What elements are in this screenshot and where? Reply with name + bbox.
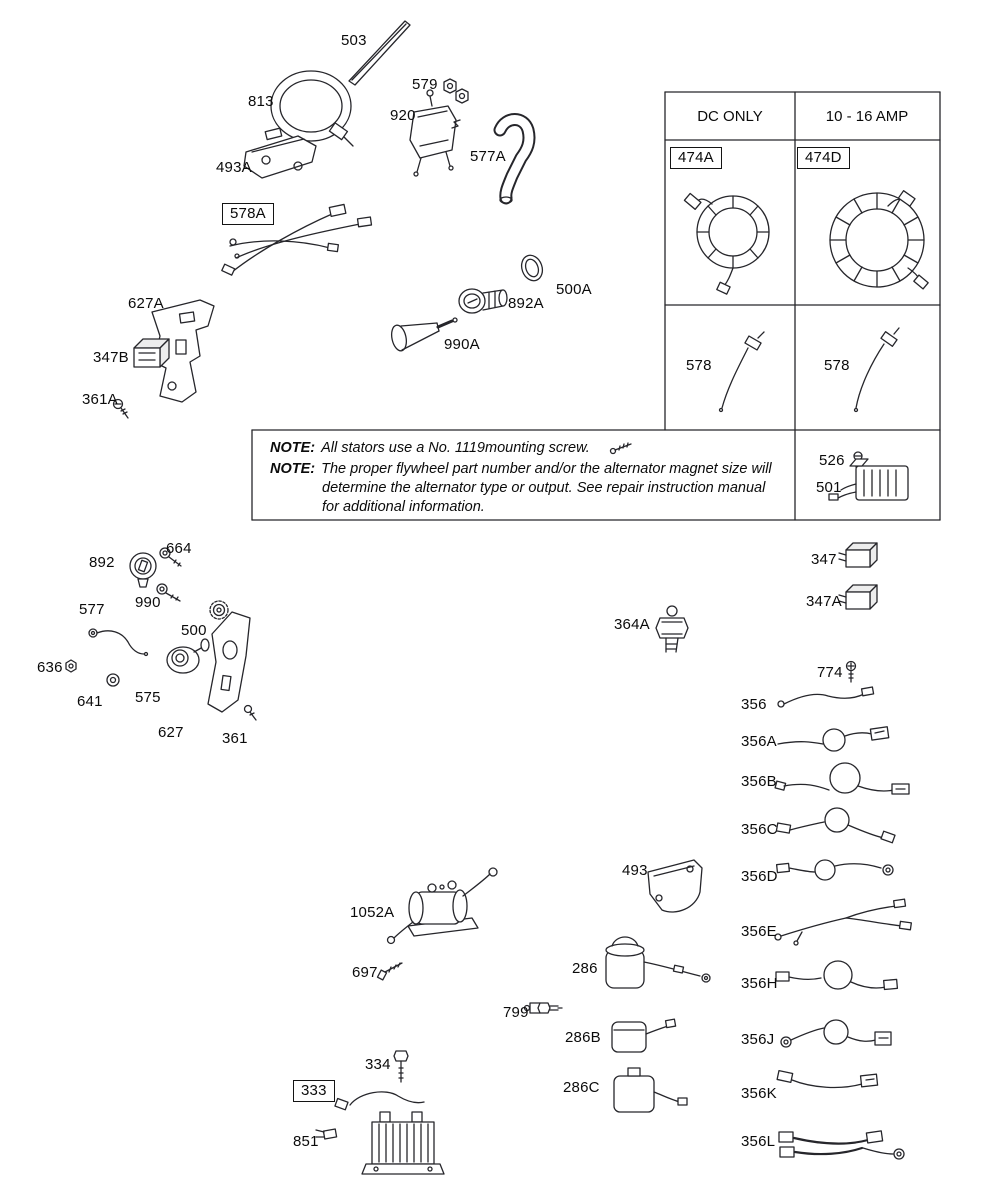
- part-label-627A: 627A: [128, 295, 164, 312]
- clip-851-illustration: [316, 1129, 337, 1139]
- note-stators-text: All stators use a No. 1119mounting screw.: [321, 440, 590, 456]
- part-label-333: 333: [293, 1080, 335, 1102]
- note-flywheel-text3: for additional information.: [322, 499, 485, 515]
- ring-500A-illustration: [518, 252, 546, 283]
- screw-icon: [611, 443, 632, 454]
- clamp-813-illustration: [271, 71, 353, 146]
- wire-356E-illustration: [775, 899, 911, 945]
- part-label-636: 636: [37, 659, 63, 676]
- washer-641-illustration: [107, 674, 119, 686]
- wire-356C-illustration: [776, 808, 895, 843]
- part-label-356A: 356A: [741, 733, 777, 750]
- part-label-578-dc: 578: [686, 357, 712, 374]
- wire-356D-illustration: [777, 860, 893, 880]
- note-label: NOTE:: [270, 461, 316, 477]
- part-label-347B: 347B: [93, 349, 129, 366]
- spark-plug-799-illustration: [525, 1003, 563, 1013]
- wire-356H-illustration: [776, 961, 897, 990]
- wire-356L-illustration: [779, 1131, 904, 1159]
- part-label-664: 664: [166, 540, 192, 557]
- part-label-578-amp: 578: [824, 357, 850, 374]
- part-label-577A: 577A: [470, 148, 506, 165]
- note-flywheel-line3: [322, 499, 485, 515]
- part-label-1052A: 1052A: [350, 904, 395, 921]
- note-flywheel-text1: The proper flywheel part number and/or the alternator magnet size will: [321, 461, 772, 477]
- wire-577-illustration: [89, 629, 148, 656]
- part-label-286C: 286C: [563, 1079, 600, 1096]
- part-label-361A: 361A: [82, 391, 118, 408]
- nuts-579-illustration: [444, 79, 468, 103]
- part-label-474A: 474A: [670, 147, 722, 169]
- screw-774-illustration: [847, 662, 856, 683]
- stator-474A-illustration: [684, 193, 769, 294]
- part-label-286B: 286B: [565, 1029, 601, 1046]
- part-label-774: 774: [817, 664, 843, 681]
- screw-697-illustration: [377, 963, 402, 980]
- screw-361-illustration: [245, 706, 257, 721]
- part-label-334: 334: [365, 1056, 391, 1073]
- part-label-697: 697: [352, 964, 378, 981]
- part-label-356C: 356C: [741, 821, 778, 838]
- part-label-990: 990: [135, 594, 161, 611]
- gear-500-illustration: [210, 601, 228, 619]
- oil-switch-364A-illustration: [656, 606, 688, 652]
- bracket-493A-illustration: [244, 128, 316, 178]
- armature-333-illustration: [335, 1092, 444, 1174]
- part-label-356J: 356J: [741, 1031, 775, 1048]
- part-label-493A: 493A: [216, 159, 252, 176]
- wire-578-dc-illustration: [720, 332, 765, 412]
- part-label-641: 641: [77, 693, 103, 710]
- note-flywheel-text2: determine the alternator type or output. See repair instruction manual: [322, 480, 766, 496]
- part-label-286: 286: [572, 960, 598, 977]
- part-label-347: 347: [811, 551, 837, 568]
- part-label-627: 627: [158, 724, 184, 741]
- part-label-503: 503: [341, 32, 367, 49]
- wire-356A-illustration: [778, 727, 889, 751]
- part-label-364A: 364A: [614, 616, 650, 633]
- stator-474D-illustration: [830, 191, 928, 289]
- part-label-361: 361: [222, 730, 248, 747]
- switch-347B-illustration: [134, 339, 169, 367]
- key-switch-892A-illustration: [459, 289, 507, 313]
- part-label-347A: 347A: [806, 593, 842, 610]
- key-switch-892-illustration: [130, 553, 156, 587]
- table-header-dc-only: DC ONLY: [697, 108, 763, 125]
- switch-347A-illustration: [839, 585, 877, 609]
- part-label-500: 500: [181, 622, 207, 639]
- part-label-356D: 356D: [741, 868, 778, 885]
- part-label-892A: 892A: [508, 295, 544, 312]
- wire-578-amp-illustration: [855, 328, 900, 412]
- part-label-500A: 500A: [556, 281, 592, 298]
- part-label-577: 577: [79, 601, 105, 618]
- solenoid-1052A-illustration: [388, 868, 498, 944]
- nut-636-illustration: [66, 660, 76, 672]
- part-label-799: 799: [503, 1004, 529, 1021]
- mount-575-illustration: [167, 639, 209, 673]
- bracket-627-illustration: [208, 612, 250, 712]
- part-label-356L: 356L: [741, 1133, 776, 1150]
- switch-347-illustration: [839, 543, 877, 567]
- part-label-579: 579: [412, 76, 438, 93]
- part-label-356B: 356B: [741, 773, 777, 790]
- part-label-356E: 356E: [741, 923, 777, 940]
- canister-286-illustration: [606, 937, 710, 988]
- part-label-493: 493: [622, 862, 648, 879]
- wire-356J-illustration: [781, 1020, 891, 1047]
- table-header-10-16-amp: 10 - 16 AMP: [825, 108, 909, 125]
- part-label-474D: 474D: [797, 147, 850, 169]
- part-label-920: 920: [390, 107, 416, 124]
- part-label-892: 892: [89, 554, 115, 571]
- note-flywheel-line2: [322, 480, 765, 496]
- part-label-990A: 990A: [444, 336, 480, 353]
- wire-356B-illustration: [775, 763, 909, 794]
- part-label-578A: 578A: [222, 203, 274, 225]
- note-flywheel-line1: [270, 461, 772, 477]
- strip-503-illustration: [349, 21, 410, 85]
- wire-356-illustration: [778, 687, 874, 707]
- part-label-575: 575: [135, 689, 161, 706]
- note-stators: [270, 440, 590, 456]
- wire-356K-illustration: [777, 1071, 877, 1088]
- part-label-851: 851: [293, 1133, 319, 1150]
- bracket-493-illustration: [648, 860, 702, 912]
- ignition-coil-920-illustration: [410, 90, 460, 176]
- bolt-334-illustration: [394, 1051, 408, 1082]
- part-label-526: 526: [819, 452, 845, 469]
- part-label-356K: 356K: [741, 1085, 777, 1102]
- note-label: NOTE:: [270, 440, 316, 456]
- part-label-813: 813: [248, 93, 274, 110]
- part-label-501: 501: [816, 479, 842, 496]
- canister-286B-illustration: [612, 1019, 676, 1052]
- part-label-356H: 356H: [741, 975, 778, 992]
- part-label-356: 356: [741, 696, 767, 713]
- canister-286C-illustration: [614, 1068, 687, 1112]
